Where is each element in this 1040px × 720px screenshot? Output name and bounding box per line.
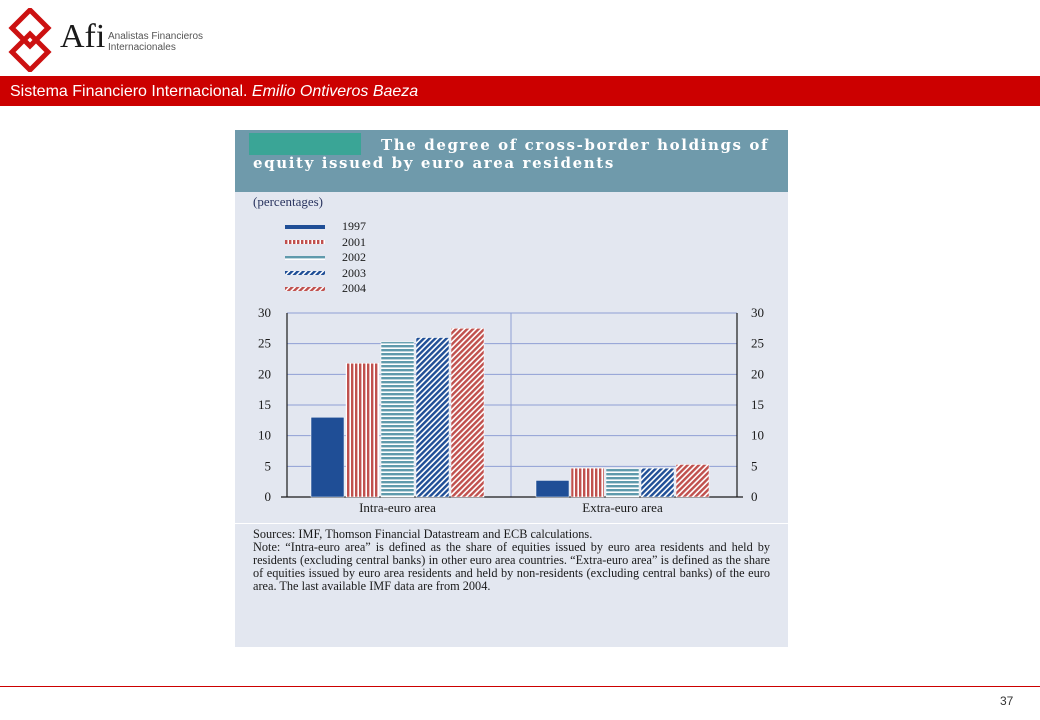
chart-figure (235, 130, 788, 647)
y-tick-right-10: 10 (751, 427, 764, 443)
legend-label-2002: 2002 (342, 250, 366, 265)
y-tick-right-15: 15 (751, 397, 764, 412)
legend-swatch-2002 (285, 256, 325, 260)
bar-2002-intra-euro-area (381, 342, 414, 497)
footer-rule (0, 686, 1040, 687)
y-tick-right-0: 0 (751, 489, 758, 504)
y-tick-left-20: 20 (258, 366, 271, 382)
y-tick-right-25: 25 (751, 335, 764, 351)
bar-2003-extra-euro-area (641, 468, 674, 497)
legend-swatch-2004 (285, 287, 325, 291)
brand-line-2: Internacionales (108, 42, 176, 53)
legend-item-2003 (285, 266, 366, 282)
legend-label-2003: 2003 (342, 265, 366, 280)
legend-swatch-2001 (285, 240, 325, 244)
legend-swatch-1997 (285, 225, 325, 229)
bar-chart (235, 305, 788, 520)
legend-item-1997 (285, 219, 366, 235)
figure-header (235, 130, 788, 192)
chart-subtitle: (percentages) (253, 194, 324, 209)
legend-item-2001 (285, 235, 366, 251)
page-number: 37 (1000, 694, 1014, 708)
y-tick-left-0: 0 (264, 489, 271, 504)
brand-subtitle (108, 31, 203, 53)
banner-text (10, 83, 418, 101)
bar-1997-extra-euro-area (536, 480, 569, 497)
y-tick-left-25: 25 (258, 335, 271, 351)
y-tick-right-5: 5 (751, 458, 758, 474)
legend-label-2001: 2001 (342, 234, 366, 249)
legend-label-1997: 1997 (342, 219, 366, 234)
bar-2004-intra-euro-area (451, 328, 484, 497)
bar-2004-extra-euro-area (676, 464, 709, 497)
brand-name: Afi (60, 18, 106, 55)
x-tick-intra-euro-area: Intra-euro area (359, 500, 436, 515)
legend-label-2004: 2004 (342, 281, 366, 296)
sources-text: Sources: IMF, Thomson Financial Datastream and ECB calculations. (253, 527, 593, 541)
bar-1997-intra-euro-area (311, 417, 344, 497)
chart-legend (285, 219, 366, 297)
brand-line-1: Analistas Financieros (108, 31, 204, 42)
y-tick-left-15: 15 (258, 397, 271, 412)
banner-author: Emilio Ontiveros Baeza (251, 83, 419, 100)
y-tick-right-30: 30 (751, 305, 764, 320)
y-tick-right-20: 20 (751, 366, 764, 382)
x-tick-extra-euro-area: Extra-euro area (582, 500, 663, 515)
y-tick-left-5: 5 (264, 458, 271, 474)
bar-2002-extra-euro-area (606, 469, 639, 497)
legend-swatch-2003 (285, 271, 325, 275)
afi-logo-icon (8, 8, 52, 72)
bar-2001-intra-euro-area (346, 363, 379, 497)
figure-notes (235, 523, 788, 593)
note-text: Note: “Intra-euro area” is defined as the share of equities issued by euro area residents and held by residents (excluding central banks) in other euro area countries. “Extra-euro area” is defined as the share of equities issued by euro area residents and held by non-residents (excluding central banks) of the euro area. The last available IMF data are from 2004. (253, 540, 770, 593)
banner-title: Sistema Financiero Internacional. (10, 83, 248, 100)
legend-item-2004 (285, 281, 366, 297)
y-tick-left-10: 10 (258, 427, 271, 443)
y-tick-left-30: 30 (258, 305, 271, 320)
bar-2001-extra-euro-area (571, 468, 604, 497)
chart-title: The degree of cross-border holdings of equity issued by euro area residents (253, 136, 770, 172)
legend-item-2002 (285, 250, 366, 266)
bar-2003-intra-euro-area (416, 338, 449, 497)
